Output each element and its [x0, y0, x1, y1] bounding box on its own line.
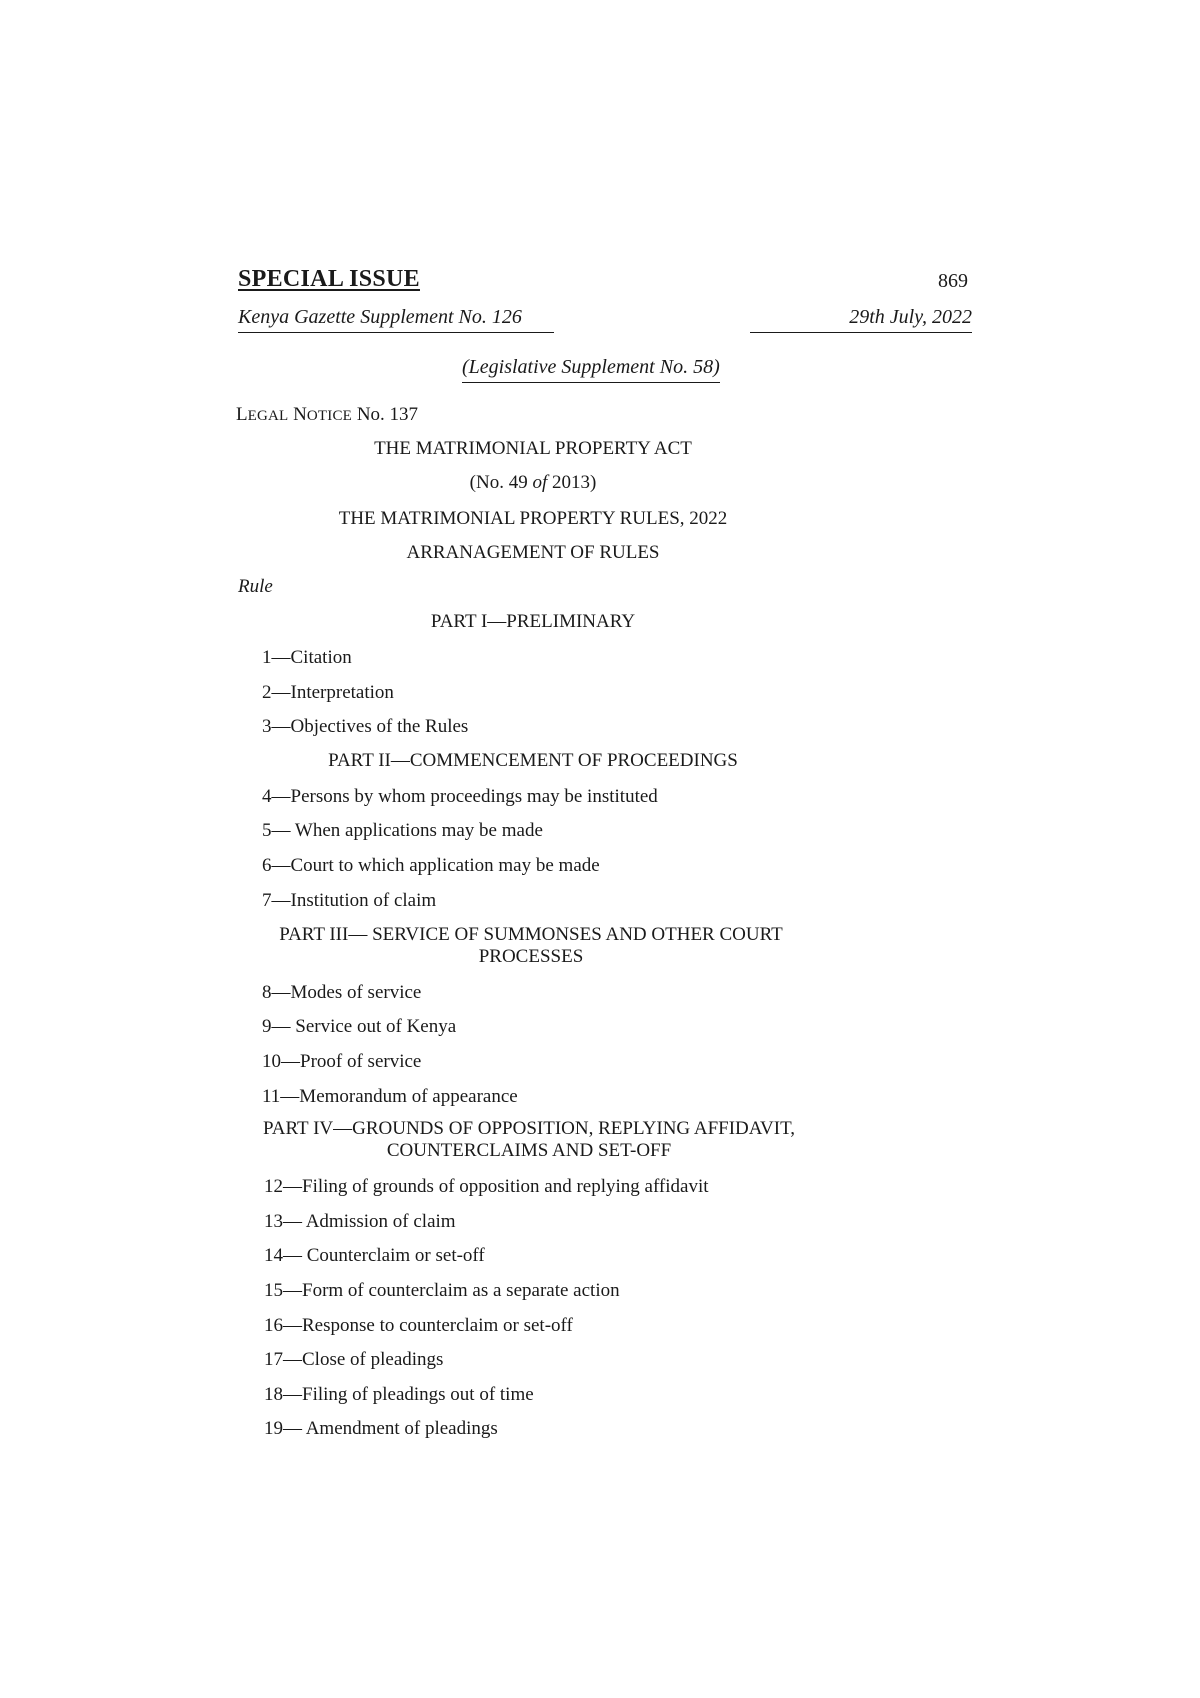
act-title: THE MATRIMONIAL PROPERTY ACT	[374, 438, 692, 459]
toc-rule-13: 13— Admission of claim	[264, 1211, 456, 1232]
legal-notice-no: No. 137	[356, 404, 419, 425]
gazette-supplement-line	[238, 306, 972, 333]
toc-rule-2: 2—Interpretation	[262, 682, 394, 703]
part-heading	[238, 750, 828, 772]
gazette-date: 29th July, 2022	[849, 306, 972, 328]
part-heading-line: COUNTERCLAIMS AND SET-OFF	[386, 1140, 672, 1161]
toc-rule-19: 19— Amendment of pleadings	[264, 1418, 498, 1439]
part-heading	[238, 1118, 820, 1162]
toc-rule-6: 6—Court to which application may be made	[262, 855, 600, 876]
page-number: 869	[938, 270, 968, 292]
toc-rule-9: 9— Service out of Kenya	[262, 1016, 457, 1037]
legal-notice-number	[236, 404, 418, 426]
legal-notice-small-caps-otice: OTICE	[306, 408, 353, 424]
part-heading-line: PART II—COMMENCEMENT OF PROCEEDINGS	[328, 750, 738, 771]
part-heading	[238, 611, 828, 633]
toc-rule-5: 5— When applications may be made	[262, 820, 543, 841]
rules-title: THE MATRIMONIAL PROPERTY RULES, 2022	[338, 508, 728, 529]
rule-column-header: Rule	[238, 576, 273, 597]
act-number	[238, 472, 828, 494]
part-heading-line: PART III— SERVICE OF SUMMONSES AND OTHER COURT	[279, 924, 783, 945]
toc-rule-10: 10—Proof of service	[262, 1051, 422, 1072]
legal-notice-initial-l: L	[236, 404, 248, 425]
legal-notice-initial-n: N	[293, 404, 307, 425]
toc-rule-11: 11—Memorandum of appearance	[262, 1086, 518, 1107]
toc-rule-4: 4—Persons by whom proceedings may be instituted	[262, 786, 658, 807]
toc-rule-15: 15—Form of counterclaim as a separate action	[264, 1280, 620, 1301]
toc-rule-14: 14— Counterclaim or set-off	[264, 1245, 485, 1266]
part-heading-line: PROCESSES	[478, 946, 584, 967]
toc-rule-17: 17—Close of pleadings	[264, 1349, 444, 1370]
legal-notice-small-caps-egal: EGAL	[247, 408, 289, 424]
arrangement-heading: ARRANAGEMENT OF RULES	[406, 542, 660, 563]
part-heading-line: PART IV—GROUNDS OF OPPOSITION, REPLYING AFFIDAVIT,	[262, 1118, 796, 1139]
act-number-prefix: (No. 49	[469, 472, 533, 493]
toc-rule-12: 12—Filing of grounds of opposition and replying affidavit	[264, 1176, 709, 1197]
gazette-name: Kenya Gazette Supplement No. 126	[238, 306, 522, 328]
rule-gap	[554, 316, 750, 336]
toc-rule-7: 7—Institution of claim	[262, 890, 437, 911]
toc-rule-8: 8—Modes of service	[262, 982, 422, 1003]
act-number-of: of	[532, 472, 548, 493]
toc-rule-3: 3—Objectives of the Rules	[262, 716, 469, 737]
toc-rule-1: 1—Citation	[262, 647, 352, 668]
toc-rule-16: 16—Response to counterclaim or set-off	[264, 1315, 573, 1336]
part-heading	[258, 924, 804, 968]
special-issue-heading: SPECIAL ISSUE	[238, 266, 420, 292]
act-number-year: 2013)	[547, 472, 597, 493]
toc-rule-18: 18—Filing of pleadings out of time	[264, 1384, 534, 1405]
part-heading-line: PART I—PRELIMINARY	[430, 611, 636, 632]
legislative-supplement: (Legislative Supplement No. 58)	[462, 356, 720, 383]
